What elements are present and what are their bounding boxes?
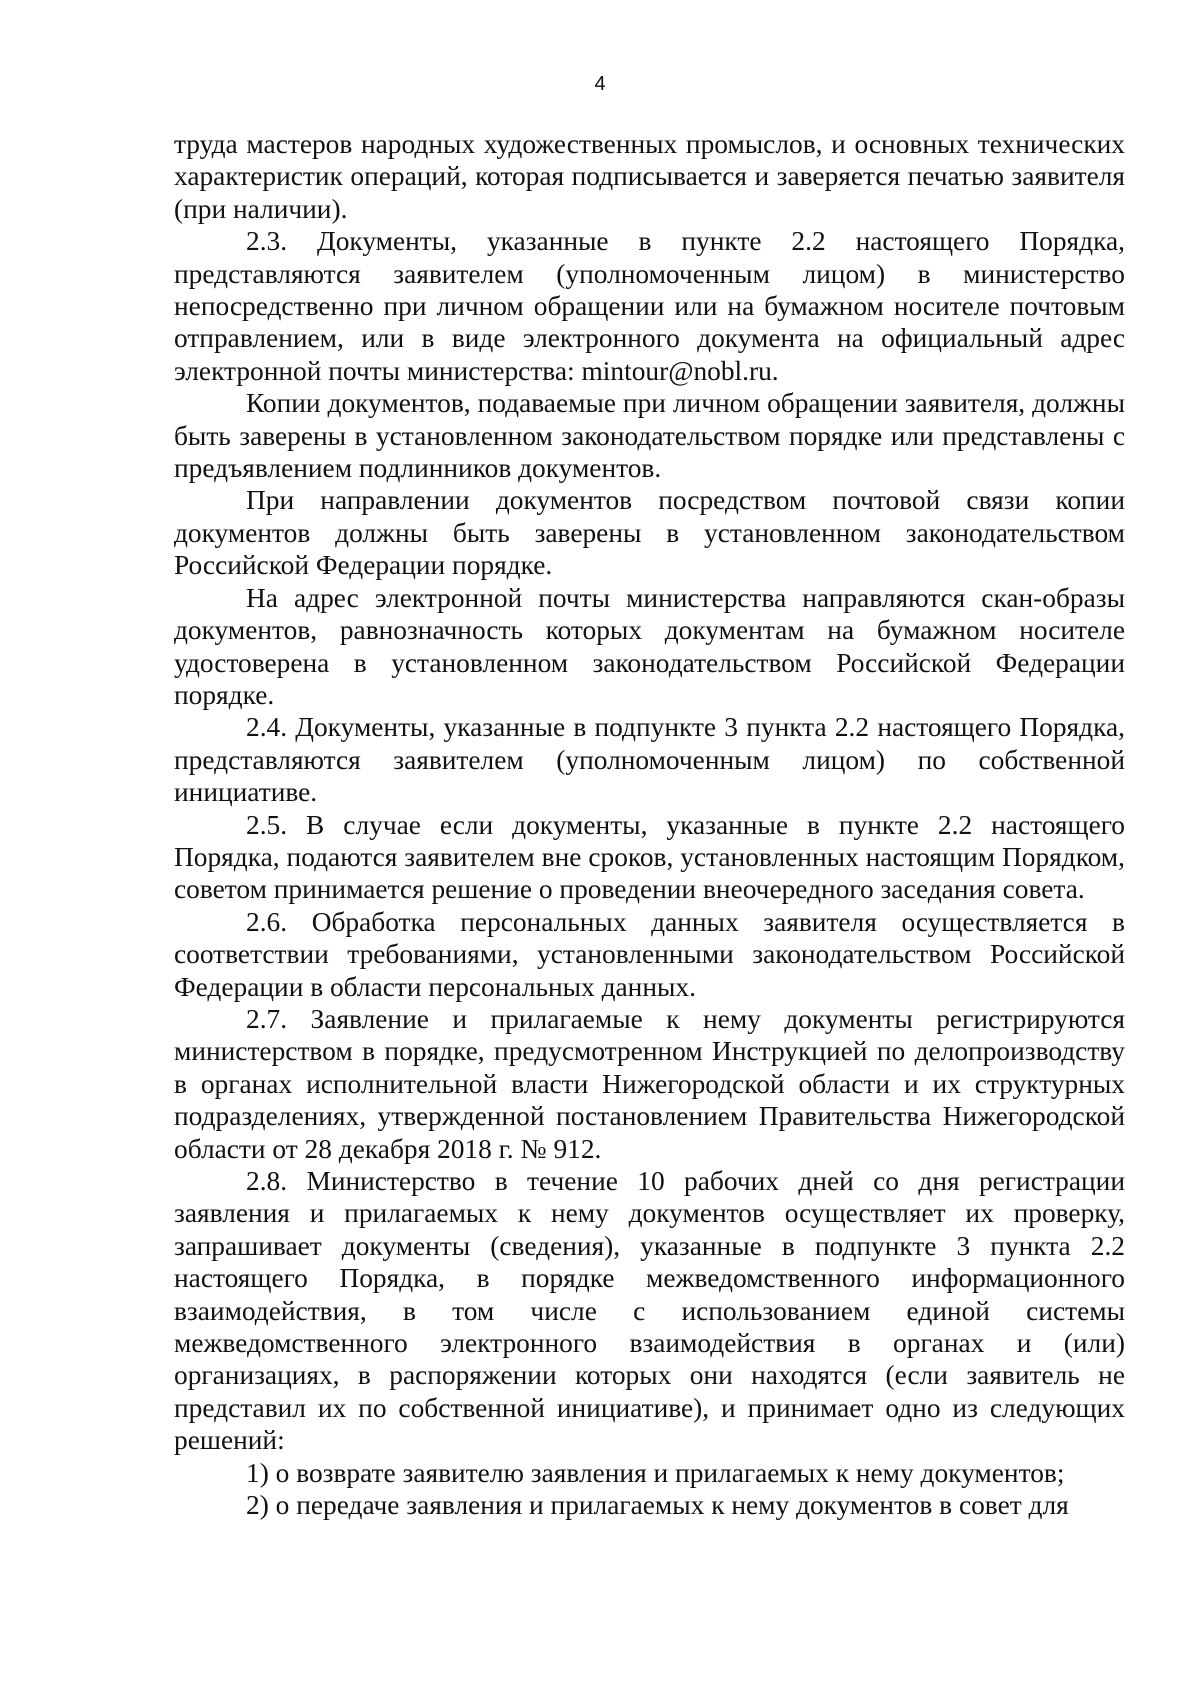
list-item-2: 2) о передаче заявления и прилагаемых к нему документов в совет для bbox=[246, 1490, 1069, 1521]
paragraph-continuation: труда мастеров народных художественных промыслов, и основных технических характеристик операций, которая подписывается и заверяется печатью заявителя (при наличии). bbox=[174, 129, 1125, 224]
paragraph-copies-personal: Копии документов, подаваемые при личном обращении заявителя, должны быть заверены в установленном законодательством порядке или представлены с предъявлением подлинников документов. bbox=[174, 388, 1125, 484]
paragraph-2-3: 2.3. Документы, указанные в пункте 2.2 настоящего Порядка, представляются заявителем (уполномоченным лицом) в министерство непосредственно при личном обращении или на бумажном носителе почтовым отправлением, или в виде электронного документа на официальный адрес электронной почты министерства: mintour@nobl.ru. bbox=[174, 226, 1125, 386]
paragraph-2-5: 2.5. В случае если документы, указанные в пункте 2.2 настоящего Порядка, подаются заявителем вне сроков, установленных настоящим Порядком, советом принимается решение о проведении внеочередного заседания совета. bbox=[174, 809, 1125, 905]
paragraph-2-7: 2.7. Заявление и прилагаемые к нему документы регистрируются министерством в порядке, предусмотренном Инструкцией по делопроизводству в органах исполнительной власти Нижегородской области и их структурных подразделениях, утвержденной постановлением Правительства Нижегородской области от 28 декабря 2018 г. № 912. bbox=[174, 1003, 1125, 1164]
paragraph-scan-images: На адрес электронной почты министерства направляются скан-образы документов, равнозначность которых документам на бумажном носителе удостоверена в установленном законодательством Российской Федерации порядке. bbox=[174, 582, 1125, 710]
page-number: 4 bbox=[594, 73, 606, 95]
paragraph-2-8: 2.8. Министерство в течение 10 рабочих дней со дня регистрации заявления и прилагаемых к нему документов осуществляет их проверку, запрашивает документы (сведения), указанные в подпункте 3 пункта 2.2 настоящего Порядка, в порядке межведомственного информационного взаимодействия, в том числе с использованием единой системы межведомственного электронного взаимодействия в органах и (или) организациях, в распоряжении которых они находятся (если заявитель не представил их по собственной инициативе), и принимает одно из следующих решений: bbox=[174, 1166, 1125, 1456]
document-body bbox=[174, 128, 1125, 1521]
paragraph-copies-postal: При направлении документов посредством почтовой связи копии документов должны быть заверены в установленном законодательством Российской Федерации порядке. bbox=[174, 485, 1125, 581]
list-item-1: 1) о возврате заявителю заявления и прилагаемых к нему документов; bbox=[246, 1457, 1065, 1488]
paragraph-2-4: 2.4. Документы, указанные в подпункте 3 пункта 2.2 настоящего Порядка, представляются заявителем (уполномоченным лицом) по собственной инициативе. bbox=[174, 712, 1125, 808]
paragraph-2-6: 2.6. Обработка персональных данных заявителя осуществляется в соответствии требованиями, установленными законодательством Российской Федерации в области персональных данных. bbox=[174, 906, 1125, 1002]
